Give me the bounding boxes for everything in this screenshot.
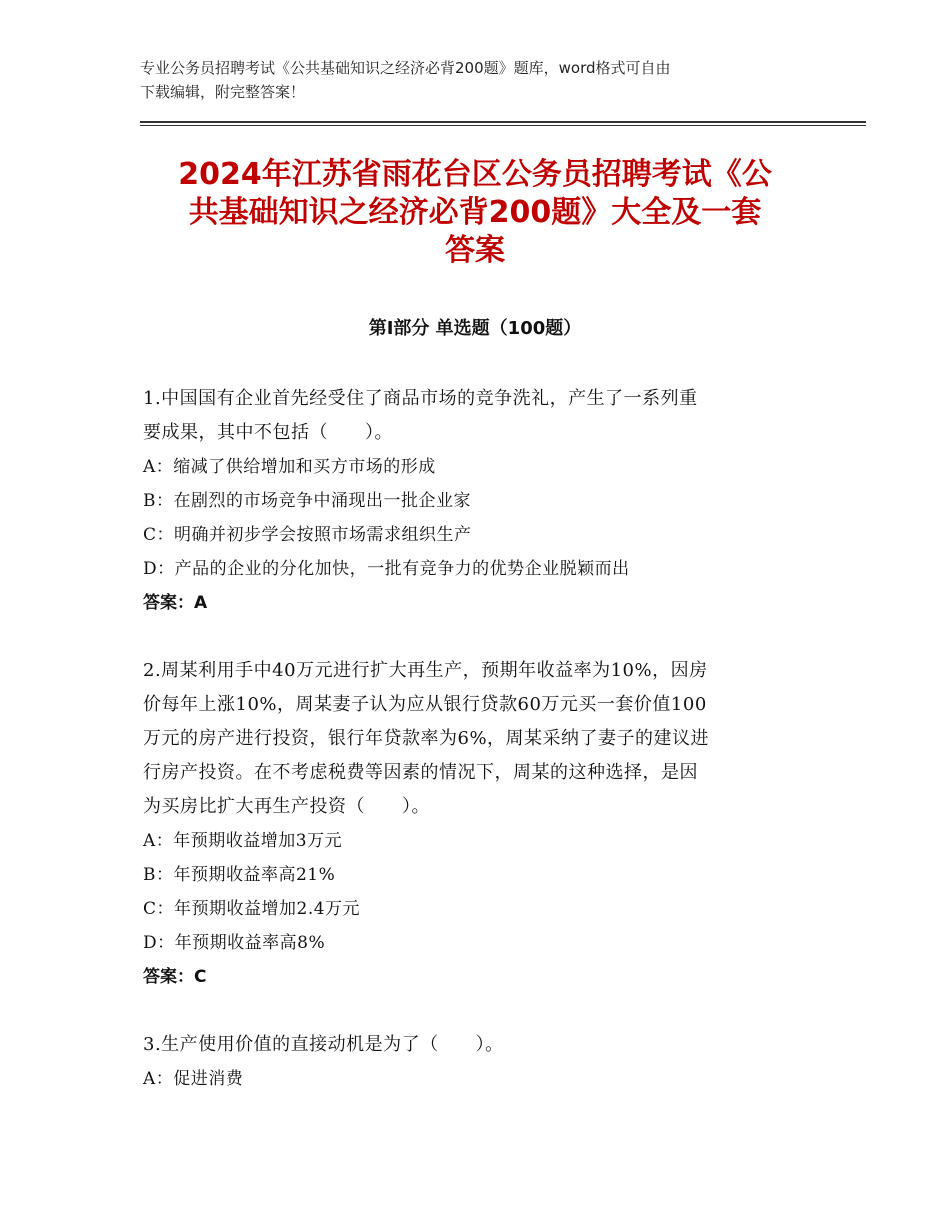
question-answer: 答案：C: [143, 967, 207, 987]
question-option: B：在剧烈的市场竞争中涌现出一批企业家: [143, 491, 471, 511]
header-rule-thin: [140, 125, 866, 126]
question-stem-line: 1.中国国有企业首先经受住了商品市场的竞争洗礼，产生了一系列重: [143, 388, 698, 409]
question-item: [143, 1028, 808, 1096]
document-title-line: 共基础知识之经济必背200题》大全及一套: [188, 195, 762, 230]
header-note-line: 下载编辑，附完整答案！: [140, 83, 306, 101]
question-stem-line: 3.生产使用价值的直接动机是为了（ ）。: [143, 1034, 504, 1055]
section-heading: 第Ⅰ部分 单选题（100题）: [368, 318, 582, 339]
question-option: C：明确并初步学会按照市场需求组织生产: [143, 525, 472, 545]
question-answer: 答案：A: [143, 593, 208, 613]
question-list: [143, 382, 808, 1130]
document-title-line: 答案: [445, 233, 505, 268]
header-rule-thick: [140, 121, 866, 123]
document-title-line: 2024年江苏省雨花台区公务员招聘考试《公: [178, 157, 772, 192]
question-option: A：缩减了供给增加和买方市场的形成: [143, 457, 436, 477]
question-stem-line: 行房产投资。在不考虑税费等因素的情况下，周某的这种选择，是因: [143, 762, 698, 783]
question-stem-line: 价每年上涨10%，周某妻子认为应从银行贷款60万元买一套价值100: [143, 694, 707, 715]
header-note-line: 专业公务员招聘考试《公共基础知识之经济必背200题》题库，word格式可自由: [140, 59, 671, 77]
question-option: B：年预期收益率高21%: [143, 865, 336, 885]
question-option: C：年预期收益增加2.4万元: [143, 899, 361, 919]
question-option: D：产品的企业的分化加快，一批有竞争力的优势企业脱颖而出: [143, 559, 630, 579]
document-title: [140, 156, 810, 270]
question-stem-line: 要成果，其中不包括（ ）。: [143, 422, 393, 443]
question-stem-line: 2.周某利用手中40万元进行扩大再生产，预期年收益率为10%，因房: [143, 660, 708, 681]
question-option: A：年预期收益增加3万元: [143, 831, 343, 851]
question-stem-line: 万元的房产进行投资，银行年贷款率为6%，周某采纳了妻子的建议进: [143, 728, 710, 749]
header-note: [140, 56, 820, 104]
question-option: A：促进消费: [143, 1069, 244, 1089]
question-item: [143, 654, 808, 994]
question-option: D：年预期收益率高8%: [143, 933, 326, 953]
question-item: [143, 382, 808, 620]
question-stem-line: 为买房比扩大再生产投资（ ）。: [143, 796, 430, 817]
